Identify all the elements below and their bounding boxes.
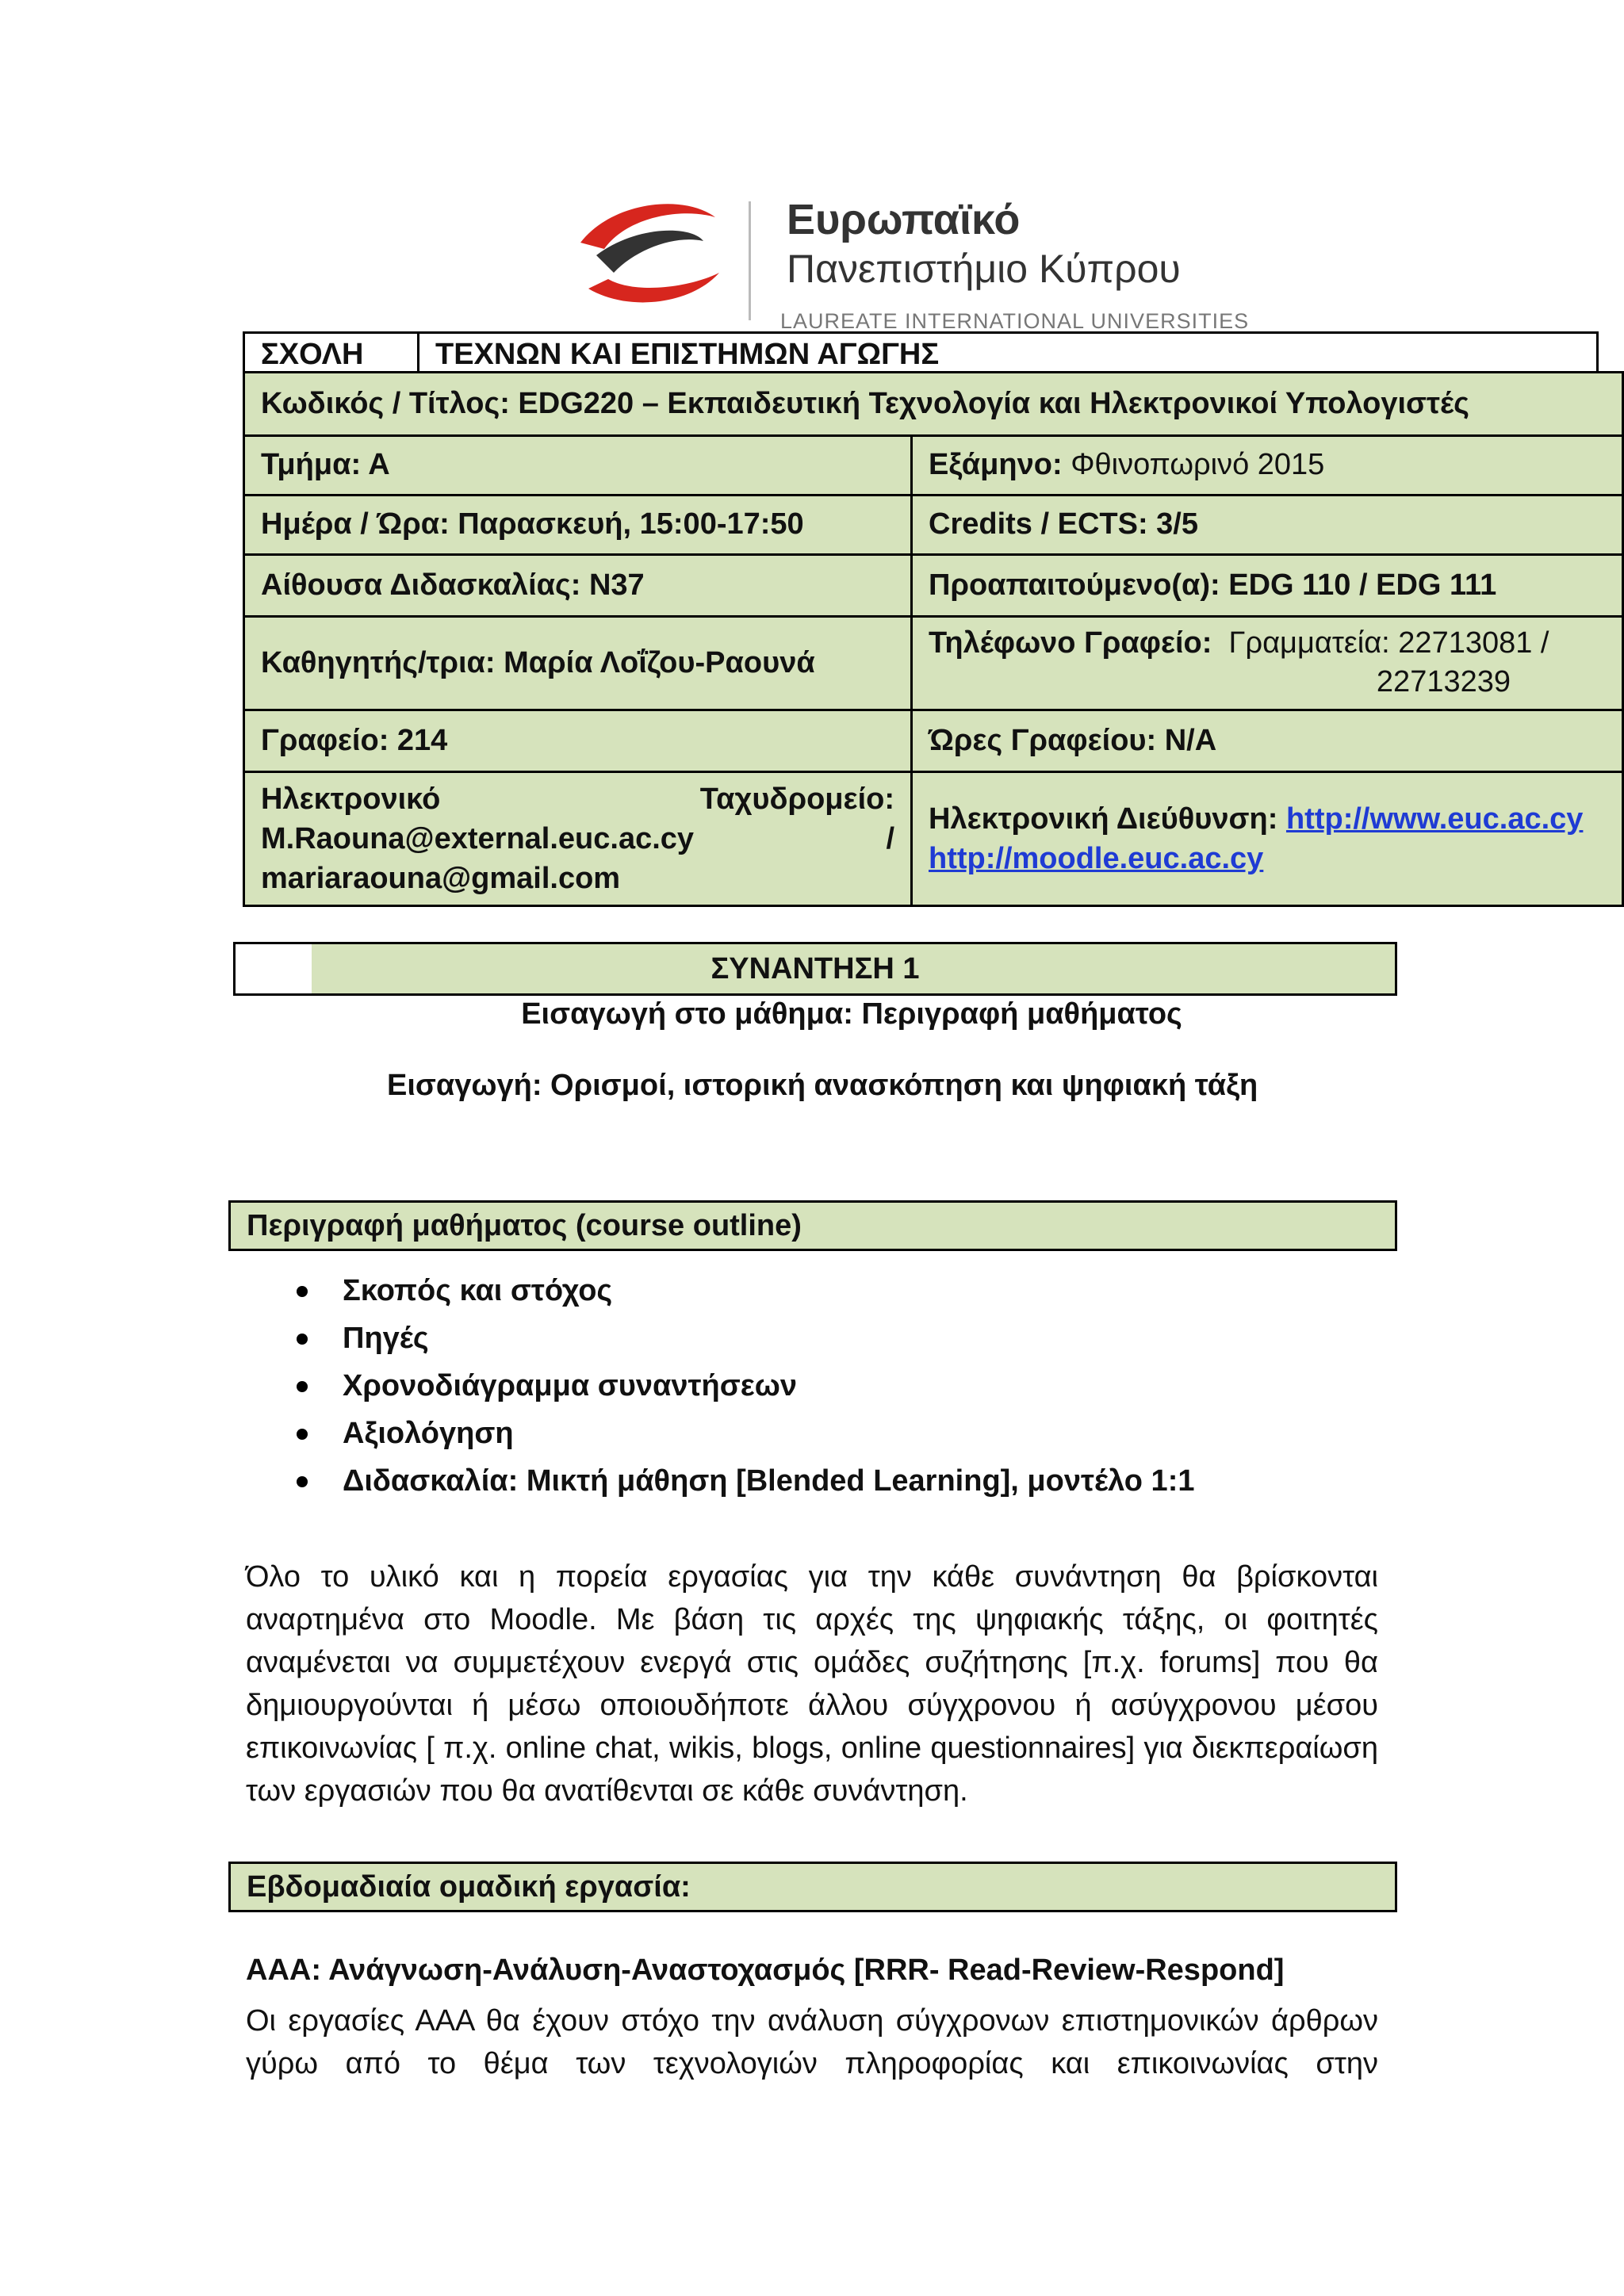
list-item: Αξιολόγηση: [293, 1410, 1194, 1457]
list-item: Σκοπός και στόχος: [293, 1267, 1194, 1314]
list-item: Διδασκαλία: Μικτή μάθηση [Blended Learning], μοντέλο 1:1: [293, 1457, 1194, 1505]
day-time: Ημέρα / Ώρα: Παρασκευή, 15:00-17:50: [244, 496, 912, 555]
meeting-title-box: [233, 942, 1397, 996]
meeting-subtitle: Εισαγωγή στο μάθημα: Περιγραφή μαθήματος: [521, 997, 1182, 1031]
section: Τμήμα: Α: [244, 436, 912, 496]
email-label-1: Ηλεκτρονικό: [261, 782, 441, 816]
logo-divider: [749, 201, 751, 320]
semester: [912, 436, 1623, 496]
course-code-title: Κωδικός / Τίτλος: EDG220 – Εκπαιδευτική Τεχνολογία και Ηλεκτρονικοί Υπολογιστές: [244, 373, 1623, 436]
school-value: ΤΕΧΝΩΝ ΚΑΙ ΕΠΙΣΤΗΜΩΝ ΑΓΩΓΗΣ: [419, 333, 1598, 377]
logo-tagline: LAUREATE INTERNATIONAL UNIVERSITIES: [780, 309, 1250, 333]
university-logo: [565, 193, 1250, 333]
moodle-link[interactable]: http://moodle.euc.ac.cy: [929, 841, 1264, 875]
semester-label: Εξάμηνο:: [929, 448, 1063, 482]
web-label: Ηλεκτρονική Διεύθυνση:: [929, 802, 1278, 836]
list-item: Πηγές: [293, 1314, 1194, 1362]
phone-label: Τηλέφωνο Γραφείο:: [929, 626, 1212, 660]
email-secondary[interactable]: mariaraouna@gmail.com: [261, 861, 621, 895]
email-cell: [244, 771, 912, 905]
rrr-subheading: ΑΑΑ: Ανάγνωση-Ανάλυση-Αναστοχασμός [RRR- Read-Review-Respond]: [246, 1954, 1285, 1987]
email-label-2: Ταχυδρομείο:: [699, 782, 894, 816]
instructor: Καθηγητής/τρια: Μαρία Λοΐζου-Ραουνά: [244, 617, 912, 710]
logo-title: Ευρωπαϊκό: [787, 196, 1021, 243]
logo-subtitle: Πανεπιστήμιο Κύπρου: [787, 247, 1181, 291]
euc-website-link[interactable]: http://www.euc.ac.cy: [1285, 802, 1584, 836]
meeting-intro: Εισαγωγή: Ορισμοί, ιστορική ανασκόπηση και ψηφιακή τάξη: [387, 1069, 1258, 1102]
office: Γραφείο: 214: [244, 710, 912, 771]
office-phone: [912, 617, 1623, 710]
prerequisites: Προαπαιτούμενο(α): EDG 110 / EDG 111: [912, 555, 1623, 617]
outline-paragraph: Όλο το υλικό και η πορεία εργασίας για την κάθε συνάντηση θα βρίσκονται αναρτημένα στο Moodle. Με βάση τις αρχές της ψηφιακής τάξης, οι φοιτητές αναμένεται να συμμετέχουν ενεργά στις ομάδες συζήτησης [π.χ. forums] που θα δημιουργούνται ή μέσω οποιουδήποτε άλλου σύγχρονου ή ασύγχρονου μέσου επικοινωνίας [ π.χ. online chat, wikis, blogs, online questionnaires] για διεκπεραίωση των εργασιών που θα ανατίθενται σε κάθε συνάντηση.: [246, 1560, 1378, 1808]
logo-emblem-icon: [565, 193, 731, 320]
classroom: Αίθουσα Διδασκαλίας: Ν37: [244, 555, 912, 617]
email-separator: /: [886, 821, 894, 855]
course-info-table: [243, 371, 1624, 907]
phone-value-2: 22713239: [1376, 665, 1511, 699]
meeting-title: ΣΥΝΑΝΤΗΣΗ 1: [710, 952, 920, 985]
weekly-work-heading: Εβδομαδιαία ομαδική εργασία:: [228, 1862, 1397, 1912]
semester-value: Φθινοπωρινό 2015: [1071, 448, 1325, 482]
web-address-cell: [912, 771, 1623, 905]
email-primary[interactable]: M.Raouna@external.euc.ac.cy: [261, 821, 695, 855]
outline-list: [293, 1267, 1194, 1505]
rrr-paragraph: Οι εργασίες ΑΑΑ θα έχουν στόχο την ανάλυση σύγχρονων επιστημονικών άρθρων γύρω από το θέμα των τεχνολογιών πληροφορίας και επικοινωνίας στην: [246, 2004, 1378, 2080]
phone-value-1: Γραμματεία: 22713081 /: [1228, 626, 1549, 660]
credits: Credits / ECTS: 3/5: [912, 496, 1623, 555]
office-hours: Ώρες Γραφείου: N/A: [912, 710, 1623, 771]
list-item: Χρονοδιάγραμμα συναντήσεων: [293, 1362, 1194, 1410]
course-outline-heading: Περιγραφή μαθήματος (course outline): [228, 1200, 1397, 1251]
school-label: ΣΧΟΛΗ: [244, 333, 419, 377]
